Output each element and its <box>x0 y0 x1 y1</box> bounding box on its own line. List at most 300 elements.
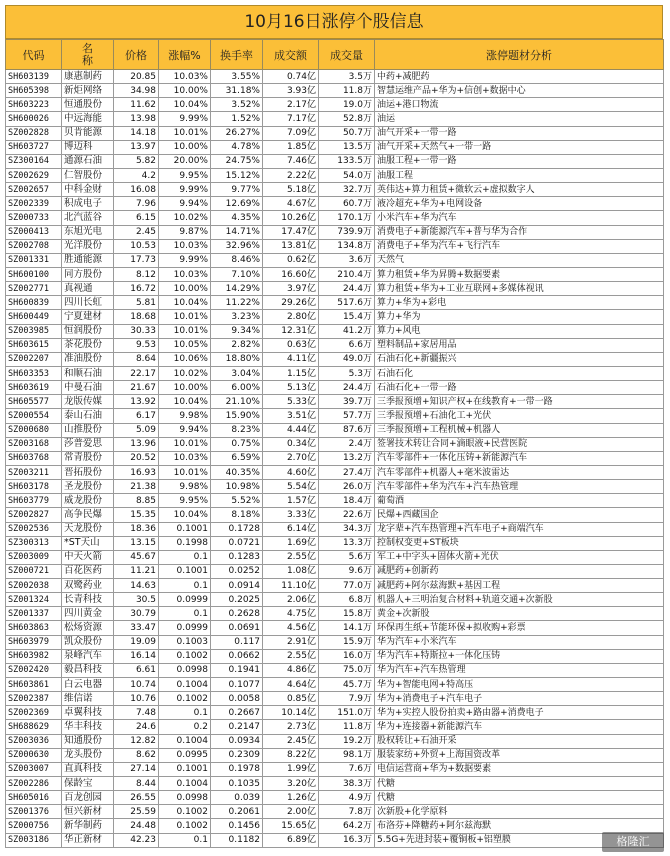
table-row <box>6 140 664 154</box>
cell-price: 24.48 <box>114 819 159 833</box>
cell-code: SZ000733 <box>6 211 62 225</box>
cell-change-pct: 0.1003 <box>159 635 211 649</box>
cell-change-pct: 10.04% <box>159 98 211 112</box>
cell-price: 30.5 <box>114 593 159 607</box>
cell-code: SZ002038 <box>6 579 62 593</box>
cell-volume: 77.0万 <box>319 579 375 593</box>
cell-volume: 739.9万 <box>319 225 375 239</box>
cell-name: 北汽蓝谷 <box>62 211 114 225</box>
cell-theme: 石油石化+一带一路 <box>375 381 664 395</box>
cell-turnover-rate: 6.00% <box>211 381 263 395</box>
cell-turnover-rate: 14.71% <box>211 225 263 239</box>
cell-turnover-rate: 9.77% <box>211 183 263 197</box>
cell-theme: 华为汽车+汽车热管理 <box>375 663 664 677</box>
cell-amount: 7.46亿 <box>263 154 319 168</box>
cell-turnover-rate: 0.1077 <box>211 678 263 692</box>
cell-turnover-rate: 4.35% <box>211 211 263 225</box>
cell-code: SZ002828 <box>6 126 62 140</box>
cell-amount: 17.47亿 <box>263 225 319 239</box>
cell-change-pct: 9.95% <box>159 494 211 508</box>
cell-volume: 24.4万 <box>319 381 375 395</box>
cell-price: 5.09 <box>114 423 159 437</box>
cell-turnover-rate: 0.75% <box>211 437 263 451</box>
cell-name: 宁夏建材 <box>62 310 114 324</box>
cell-change-pct: 0.1 <box>159 706 211 720</box>
cell-code: SZ002536 <box>6 522 62 536</box>
table-row <box>6 324 664 338</box>
cell-name: 松炀资源 <box>62 621 114 635</box>
cell-price: 22.17 <box>114 366 159 380</box>
cell-amount: 0.63亿 <box>263 338 319 352</box>
cell-change-pct: 0.2 <box>159 720 211 734</box>
cell-amount: 2.45亿 <box>263 734 319 748</box>
cell-amount: 2.00亿 <box>263 805 319 819</box>
cell-turnover-rate: 31.18% <box>211 84 263 98</box>
cell-code: SZ003168 <box>6 437 62 451</box>
cell-turnover-rate: 0.0914 <box>211 579 263 593</box>
table-row <box>6 720 664 734</box>
cell-change-pct: 10.04% <box>159 395 211 409</box>
cell-change-pct: 0.1004 <box>159 734 211 748</box>
cell-theme: 三季报预增+工程机械+机器人 <box>375 423 664 437</box>
cell-price: 26.55 <box>114 791 159 805</box>
cell-turnover-rate: 0.0662 <box>211 649 263 663</box>
cell-volume: 50.7万 <box>319 126 375 140</box>
cell-price: 8.12 <box>114 267 159 281</box>
cell-volume: 3.6万 <box>319 253 375 267</box>
cell-code: SH605016 <box>6 791 62 805</box>
cell-price: 13.96 <box>114 437 159 451</box>
cell-name: 莎普爱思 <box>62 437 114 451</box>
cell-name: 同方股份 <box>62 267 114 281</box>
cell-price: 4.2 <box>114 168 159 182</box>
cell-name: 圣龙股份 <box>62 480 114 494</box>
cell-name: 恒润股份 <box>62 324 114 338</box>
cell-theme: 算力+华为+彩电 <box>375 296 664 310</box>
cell-volume: 49.0万 <box>319 352 375 366</box>
cell-name: 双鹭药业 <box>62 579 114 593</box>
cell-name: 白云电器 <box>62 678 114 692</box>
header-name-line-2: 称 <box>82 53 93 67</box>
cell-volume: 2.4万 <box>319 437 375 451</box>
table-row <box>6 267 664 281</box>
cell-name: 中远海能 <box>62 112 114 126</box>
cell-change-pct: 0.1002 <box>159 692 211 706</box>
cell-amount: 7.09亿 <box>263 126 319 140</box>
cell-code: SH603353 <box>6 366 62 380</box>
cell-name: 准油股份 <box>62 352 114 366</box>
header-volume: 成交量 <box>319 40 375 70</box>
cell-volume: 9.6万 <box>319 564 375 578</box>
cell-change-pct: 10.00% <box>159 140 211 154</box>
cell-name: 百龙创园 <box>62 791 114 805</box>
cell-amount: 12.31亿 <box>263 324 319 338</box>
cell-theme: 华为汽车+小米汽车 <box>375 635 664 649</box>
cell-name: 新华制药 <box>62 819 114 833</box>
cell-theme: 股权转让+石油开采 <box>375 734 664 748</box>
cell-turnover-rate: 0.0934 <box>211 734 263 748</box>
cell-change-pct: 9.99% <box>159 183 211 197</box>
cell-turnover-rate: 3.52% <box>211 98 263 112</box>
cell-theme: 服装家纺+外贸+上海国资改革 <box>375 748 664 762</box>
cell-volume: 6.8万 <box>319 593 375 607</box>
page-title: 10月16日涨停个股信息 <box>5 5 663 39</box>
cell-turnover-rate: 0.1035 <box>211 777 263 791</box>
table-row <box>6 451 664 465</box>
cell-theme: 民爆+西藏国企 <box>375 508 664 522</box>
cell-change-pct: 10.00% <box>159 282 211 296</box>
cell-code: SZ000721 <box>6 564 62 578</box>
cell-change-pct: 10.01% <box>159 310 211 324</box>
cell-volume: 133.5万 <box>319 154 375 168</box>
cell-name: 新炬网络 <box>62 84 114 98</box>
cell-volume: 64.2万 <box>319 819 375 833</box>
cell-turnover-rate: 10.98% <box>211 480 263 494</box>
cell-code: SZ002629 <box>6 168 62 182</box>
table-row <box>6 197 664 211</box>
cell-amount: 1.57亿 <box>263 494 319 508</box>
table-row <box>6 338 664 352</box>
cell-amount: 8.22亿 <box>263 748 319 762</box>
cell-name: 茶花股份 <box>62 338 114 352</box>
cell-code: SZ002827 <box>6 508 62 522</box>
cell-amount: 2.70亿 <box>263 451 319 465</box>
cell-price: 13.97 <box>114 140 159 154</box>
cell-volume: 98.1万 <box>319 748 375 762</box>
cell-volume: 19.2万 <box>319 734 375 748</box>
cell-turnover-rate: 0.0252 <box>211 564 263 578</box>
cell-turnover-rate: 0.1456 <box>211 819 263 833</box>
cell-turnover-rate: 0.1182 <box>211 833 263 847</box>
header-name <box>62 40 114 70</box>
cell-price: 11.62 <box>114 98 159 112</box>
table-header-row <box>6 40 664 70</box>
table-row <box>6 70 664 84</box>
cell-price: 13.92 <box>114 395 159 409</box>
table-row <box>6 762 664 776</box>
cell-price: 12.82 <box>114 734 159 748</box>
table-row <box>6 635 664 649</box>
table-row <box>6 296 664 310</box>
cell-theme: 布洛芬+降糖药+阿尔兹海默 <box>375 819 664 833</box>
cell-name: 知通股份 <box>62 734 114 748</box>
cell-volume: 27.4万 <box>319 465 375 479</box>
cell-price: 6.61 <box>114 663 159 677</box>
cell-amount: 4.86亿 <box>263 663 319 677</box>
cell-volume: 5.6万 <box>319 550 375 564</box>
cell-code: SH603615 <box>6 338 62 352</box>
cell-amount: 4.56亿 <box>263 621 319 635</box>
cell-theme: 华为+消费电子+汽车电子 <box>375 692 664 706</box>
cell-code: SZ002657 <box>6 183 62 197</box>
cell-volume: 3.5万 <box>319 70 375 84</box>
table-row <box>6 550 664 564</box>
cell-name: 仁智股份 <box>62 168 114 182</box>
cell-volume: 39.7万 <box>319 395 375 409</box>
cell-code: SH603982 <box>6 649 62 663</box>
cell-volume: 11.8万 <box>319 84 375 98</box>
cell-name: 胜通能源 <box>62 253 114 267</box>
cell-turnover-rate: 0.2061 <box>211 805 263 819</box>
cell-price: 18.36 <box>114 522 159 536</box>
cell-theme: 华为汽车+特斯拉+一体化压铸 <box>375 649 664 663</box>
cell-volume: 151.0万 <box>319 706 375 720</box>
header-name-line-1: 名 <box>82 41 93 55</box>
cell-volume: 5.3万 <box>319 366 375 380</box>
cell-change-pct: 10.04% <box>159 508 211 522</box>
cell-change-pct: 9.98% <box>159 409 211 423</box>
cell-volume: 16.3万 <box>319 833 375 847</box>
cell-theme: 智慧运维产品+华为+信创+数据中心 <box>375 84 664 98</box>
cell-theme: 消费电子+新能源汽车+普与华为合作 <box>375 225 664 239</box>
cell-amount: 10.26亿 <box>263 211 319 225</box>
cell-price: 20.85 <box>114 70 159 84</box>
cell-amount: 4.44亿 <box>263 423 319 437</box>
cell-change-pct: 0.1 <box>159 550 211 564</box>
cell-theme: 减肥药+创新药 <box>375 564 664 578</box>
cell-turnover-rate: 0.2628 <box>211 607 263 621</box>
cell-code: SZ300164 <box>6 154 62 168</box>
cell-code: SZ002420 <box>6 663 62 677</box>
cell-turnover-rate: 12.69% <box>211 197 263 211</box>
cell-name: 恒通股份 <box>62 98 114 112</box>
cell-change-pct: 9.94% <box>159 197 211 211</box>
cell-change-pct: 0.1001 <box>159 762 211 776</box>
cell-price: 33.47 <box>114 621 159 635</box>
cell-name: 山推股份 <box>62 423 114 437</box>
cell-price: 8.44 <box>114 777 159 791</box>
cell-code: SH600449 <box>6 310 62 324</box>
cell-theme: 算力+风电 <box>375 324 664 338</box>
table-row <box>6 692 664 706</box>
table-row <box>6 536 664 550</box>
cell-turnover-rate: 3.55% <box>211 70 263 84</box>
table-row <box>6 437 664 451</box>
cell-change-pct: 10.01% <box>159 437 211 451</box>
cell-code: SZ002708 <box>6 239 62 253</box>
table-row <box>6 833 664 847</box>
cell-price: 30.79 <box>114 607 159 621</box>
cell-amount: 13.81亿 <box>263 239 319 253</box>
cell-name: 高争民爆 <box>62 508 114 522</box>
cell-turnover-rate: 0.0691 <box>211 621 263 635</box>
cell-price: 13.98 <box>114 112 159 126</box>
cell-price: 21.38 <box>114 480 159 494</box>
cell-code: SZ002207 <box>6 352 62 366</box>
cell-amount: 1.69亿 <box>263 536 319 550</box>
cell-volume: 22.6万 <box>319 508 375 522</box>
cell-turnover-rate: 0.2309 <box>211 748 263 762</box>
table-row <box>6 508 664 522</box>
cell-turnover-rate: 40.35% <box>211 465 263 479</box>
cell-name: 威龙股份 <box>62 494 114 508</box>
cell-name: 保龄宝 <box>62 777 114 791</box>
cell-price: 11.21 <box>114 564 159 578</box>
cell-name: 直真科技 <box>62 762 114 776</box>
cell-amount: 2.91亿 <box>263 635 319 649</box>
cell-amount: 1.99亿 <box>263 762 319 776</box>
cell-turnover-rate: 0.1728 <box>211 522 263 536</box>
cell-change-pct: 10.02% <box>159 366 211 380</box>
cell-theme: 油气开采+天然气+一带一路 <box>375 140 664 154</box>
table-row <box>6 211 664 225</box>
cell-amount: 4.11亿 <box>263 352 319 366</box>
cell-code: SZ003009 <box>6 550 62 564</box>
cell-volume: 15.4万 <box>319 310 375 324</box>
cell-change-pct: 10.03% <box>159 70 211 84</box>
cell-price: 6.15 <box>114 211 159 225</box>
cell-turnover-rate: 0.0721 <box>211 536 263 550</box>
cell-price: 2.45 <box>114 225 159 239</box>
cell-theme: 汽车零部件+机器人+毫米波雷达 <box>375 465 664 479</box>
cell-theme: 代糖 <box>375 791 664 805</box>
table-row <box>6 678 664 692</box>
cell-theme: 油气开采+一带一路 <box>375 126 664 140</box>
cell-code: SZ002286 <box>6 777 62 791</box>
cell-turnover-rate: 8.46% <box>211 253 263 267</box>
cell-change-pct: 0.0999 <box>159 621 211 635</box>
cell-name: 常青股份 <box>62 451 114 465</box>
cell-price: 18.68 <box>114 310 159 324</box>
cell-volume: 38.3万 <box>319 777 375 791</box>
cell-volume: 13.5万 <box>319 140 375 154</box>
cell-change-pct: 20.00% <box>159 154 211 168</box>
cell-amount: 3.33亿 <box>263 508 319 522</box>
cell-volume: 45.7万 <box>319 678 375 692</box>
cell-change-pct: 10.04% <box>159 296 211 310</box>
header-turnover-rate: 换手率 <box>211 40 263 70</box>
cell-name: 恒兴新材 <box>62 805 114 819</box>
cell-name: 毅昌科技 <box>62 663 114 677</box>
table-row <box>6 564 664 578</box>
cell-volume: 54.0万 <box>319 168 375 182</box>
cell-amount: 3.93亿 <box>263 84 319 98</box>
cell-turnover-rate: 0.1941 <box>211 663 263 677</box>
cell-price: 13.15 <box>114 536 159 550</box>
cell-amount: 2.80亿 <box>263 310 319 324</box>
cell-volume: 13.2万 <box>319 451 375 465</box>
cell-price: 9.53 <box>114 338 159 352</box>
cell-name: 四川长虹 <box>62 296 114 310</box>
cell-code: SH688629 <box>6 720 62 734</box>
cell-code: SZ001337 <box>6 607 62 621</box>
cell-turnover-rate: 0.2147 <box>211 720 263 734</box>
cell-amount: 1.26亿 <box>263 791 319 805</box>
cell-theme: 油运+港口物流 <box>375 98 664 112</box>
cell-name: 真视通 <box>62 282 114 296</box>
cell-amount: 6.89亿 <box>263 833 319 847</box>
table-row <box>6 112 664 126</box>
cell-theme: 三季报预增+知识产权+在线教育+一带一路 <box>375 395 664 409</box>
cell-code: SH603861 <box>6 678 62 692</box>
cell-amount: 3.20亿 <box>263 777 319 791</box>
cell-volume: 75.0万 <box>319 663 375 677</box>
cell-theme: 军工+中字头+固体火箭+光伏 <box>375 550 664 564</box>
cell-code: SZ000680 <box>6 423 62 437</box>
table-row <box>6 225 664 239</box>
cell-theme: 葡萄酒 <box>375 494 664 508</box>
cell-theme: 华为+智能电网+特高压 <box>375 678 664 692</box>
cell-change-pct: 0.1002 <box>159 649 211 663</box>
table-row <box>6 593 664 607</box>
cell-theme: 华为+连接器+新能源汽车 <box>375 720 664 734</box>
cell-code: SH605577 <box>6 395 62 409</box>
cell-volume: 7.9万 <box>319 692 375 706</box>
cell-theme: 石油石化 <box>375 366 664 380</box>
cell-price: 10.53 <box>114 239 159 253</box>
cell-code: SH603223 <box>6 98 62 112</box>
cell-theme: 消费电子+华为汽车+飞行汽车 <box>375 239 664 253</box>
cell-change-pct: 0.1 <box>159 833 211 847</box>
cell-volume: 6.6万 <box>319 338 375 352</box>
cell-code: SH603178 <box>6 480 62 494</box>
table-row <box>6 253 664 267</box>
cell-change-pct: 0.1 <box>159 579 211 593</box>
cell-name: 通源石油 <box>62 154 114 168</box>
cell-name: 百花医药 <box>62 564 114 578</box>
cell-volume: 517.6万 <box>319 296 375 310</box>
cell-price: 25.59 <box>114 805 159 819</box>
cell-turnover-rate: 15.90% <box>211 409 263 423</box>
cell-price: 30.33 <box>114 324 159 338</box>
cell-amount: 2.55亿 <box>263 649 319 663</box>
cell-theme: 算力+华为 <box>375 310 664 324</box>
cell-amount: 0.62亿 <box>263 253 319 267</box>
cell-theme: 天然气 <box>375 253 664 267</box>
table-row <box>6 791 664 805</box>
cell-volume: 57.7万 <box>319 409 375 423</box>
cell-price: 42.23 <box>114 833 159 847</box>
table-row <box>6 494 664 508</box>
cell-code: SH600100 <box>6 267 62 281</box>
cell-code: SH603779 <box>6 494 62 508</box>
table-row <box>6 84 664 98</box>
cell-name: 华丰科技 <box>62 720 114 734</box>
cell-price: 34.98 <box>114 84 159 98</box>
table-row <box>6 168 664 182</box>
cell-volume: 210.4万 <box>319 267 375 281</box>
cell-change-pct: 0.0998 <box>159 663 211 677</box>
cell-name: 贝肯能源 <box>62 126 114 140</box>
cell-turnover-rate: 9.34% <box>211 324 263 338</box>
cell-amount: 2.06亿 <box>263 593 319 607</box>
cell-price: 15.35 <box>114 508 159 522</box>
cell-amount: 3.97亿 <box>263 282 319 296</box>
cell-amount: 6.14亿 <box>263 522 319 536</box>
table-row <box>6 734 664 748</box>
cell-theme: 控制权变更+ST板块 <box>375 536 664 550</box>
cell-code: SZ000756 <box>6 819 62 833</box>
cell-amount: 16.60亿 <box>263 267 319 281</box>
table-row <box>6 154 664 168</box>
cell-volume: 87.6万 <box>319 423 375 437</box>
cell-theme: 签署技术转让合同+滴眼液+民营医院 <box>375 437 664 451</box>
cell-volume: 134.8万 <box>319 239 375 253</box>
cell-turnover-rate: 14.29% <box>211 282 263 296</box>
cell-change-pct: 0.1001 <box>159 564 211 578</box>
cell-name: 中科金财 <box>62 183 114 197</box>
cell-price: 19.09 <box>114 635 159 649</box>
cell-name: 康惠制药 <box>62 70 114 84</box>
cell-price: 7.48 <box>114 706 159 720</box>
cell-theme: 塑料制品+家居用品 <box>375 338 664 352</box>
cell-change-pct: 10.00% <box>159 84 211 98</box>
cell-turnover-rate: 6.59% <box>211 451 263 465</box>
cell-volume: 26.0万 <box>319 480 375 494</box>
cell-amount: 7.17亿 <box>263 112 319 126</box>
cell-name: 和顺石油 <box>62 366 114 380</box>
table-row <box>6 98 664 112</box>
